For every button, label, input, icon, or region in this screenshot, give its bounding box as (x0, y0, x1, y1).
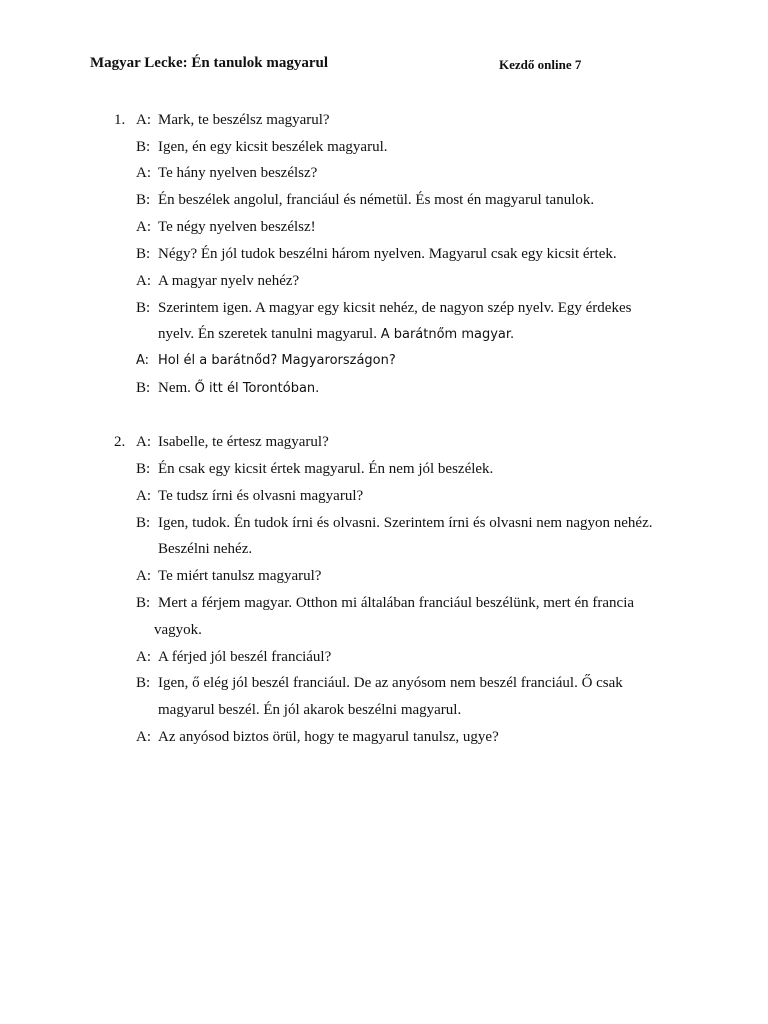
dialogue-line: A férjed jól beszél franciául? (158, 649, 332, 665)
lesson-title: Magyar Lecke: Én tanulok magyarul (90, 55, 329, 71)
dialogue-line: Isabelle, te értesz magyarul? (158, 434, 329, 450)
speaker-label: B: (136, 595, 151, 611)
dialogue-line-text: Ő itt él Torontóban. (194, 381, 320, 396)
speaker-label: A: (136, 353, 150, 368)
dialogue-line-text: Nem. (158, 380, 191, 396)
speaker-label: B: (136, 675, 151, 691)
dialogue-line: Te hány nyelven beszélsz? (158, 165, 318, 181)
dialogue-line: Mert a férjem magyar. Otthon mi általában franciául beszélünk, mert én francia (158, 595, 635, 611)
speaker-label: A: (136, 219, 151, 235)
course-level: Kezdő online 7 (499, 57, 582, 72)
dialogue-line: Igen, ő elég jól beszél franciául. De az anyósom nem beszél franciául. Ő csak (158, 675, 623, 691)
dialogue-line-continuation: Beszélni nehéz. (158, 541, 253, 557)
speaker-label: B: (136, 461, 151, 477)
dialogue-line: Négy? Én jól tudok beszélni három nyelven. Magyarul csak egy kicsit értek. (158, 246, 617, 262)
dialogue-line: Te négy nyelven beszélsz! (158, 219, 316, 235)
dialogue-line-continuation: vagyok. (154, 622, 202, 638)
speaker-label: B: (136, 246, 151, 262)
speaker-label: A: (136, 273, 151, 289)
dialogue-line: Hol él a barátnőd? Magyarországon? (158, 353, 396, 368)
dialogue-2-number: 2. (114, 434, 126, 450)
dialogue-line: Szerintem igen. A magyar egy kicsit nehéz, de nagyon szép nyelv. Egy érdekes (158, 300, 632, 316)
dialogue-line: Te miért tanulsz magyarul? (158, 568, 322, 584)
dialogue-1-number: 1. (114, 112, 126, 128)
dialogue-line-continuation: magyarul beszél. Én jól akarok beszélni magyarul. (158, 702, 462, 718)
dialogue-line: A magyar nyelv nehéz? (158, 273, 300, 289)
dialogue-line: Mark, te beszélsz magyarul? (158, 112, 330, 128)
speaker-label: A: (136, 434, 151, 450)
speaker-label: B: (136, 139, 151, 155)
dialogue-line: Te tudsz írni és olvasni magyarul? (158, 488, 364, 504)
dialogue-line: Én csak egy kicsit értek magyarul. Én nem jól beszélek. (158, 461, 494, 477)
dialogue-line-text: nyelv. Én szeretek tanulni magyarul. (158, 326, 377, 342)
speaker-label: B: (136, 515, 151, 531)
dialogue-line-continuation (158, 325, 514, 344)
speaker-label: A: (136, 165, 151, 181)
dialogue-line: Igen, én egy kicsit beszélek magyarul. (158, 139, 388, 155)
speaker-label: B: (136, 300, 151, 316)
speaker-label: B: (136, 192, 151, 208)
speaker-label: A: (136, 568, 151, 584)
dialogue-line (158, 379, 319, 398)
speaker-label: B: (136, 380, 151, 396)
dialogue-line: Én beszélek angolul, franciául és németül. És most én magyarul tanulok. (158, 192, 595, 208)
dialogue-line-text: A barátnőm magyar. (380, 327, 515, 342)
speaker-label: A: (136, 112, 151, 128)
speaker-label: A: (136, 649, 151, 665)
dialogue-line: Az anyósod biztos örül, hogy te magyarul tanulsz, ugye? (158, 729, 499, 745)
speaker-label: A: (136, 488, 151, 504)
dialogue-line: Igen, tudok. Én tudok írni és olvasni. Szerintem írni és olvasni nem nagyon nehéz. (158, 515, 653, 531)
speaker-label: A: (136, 729, 151, 745)
